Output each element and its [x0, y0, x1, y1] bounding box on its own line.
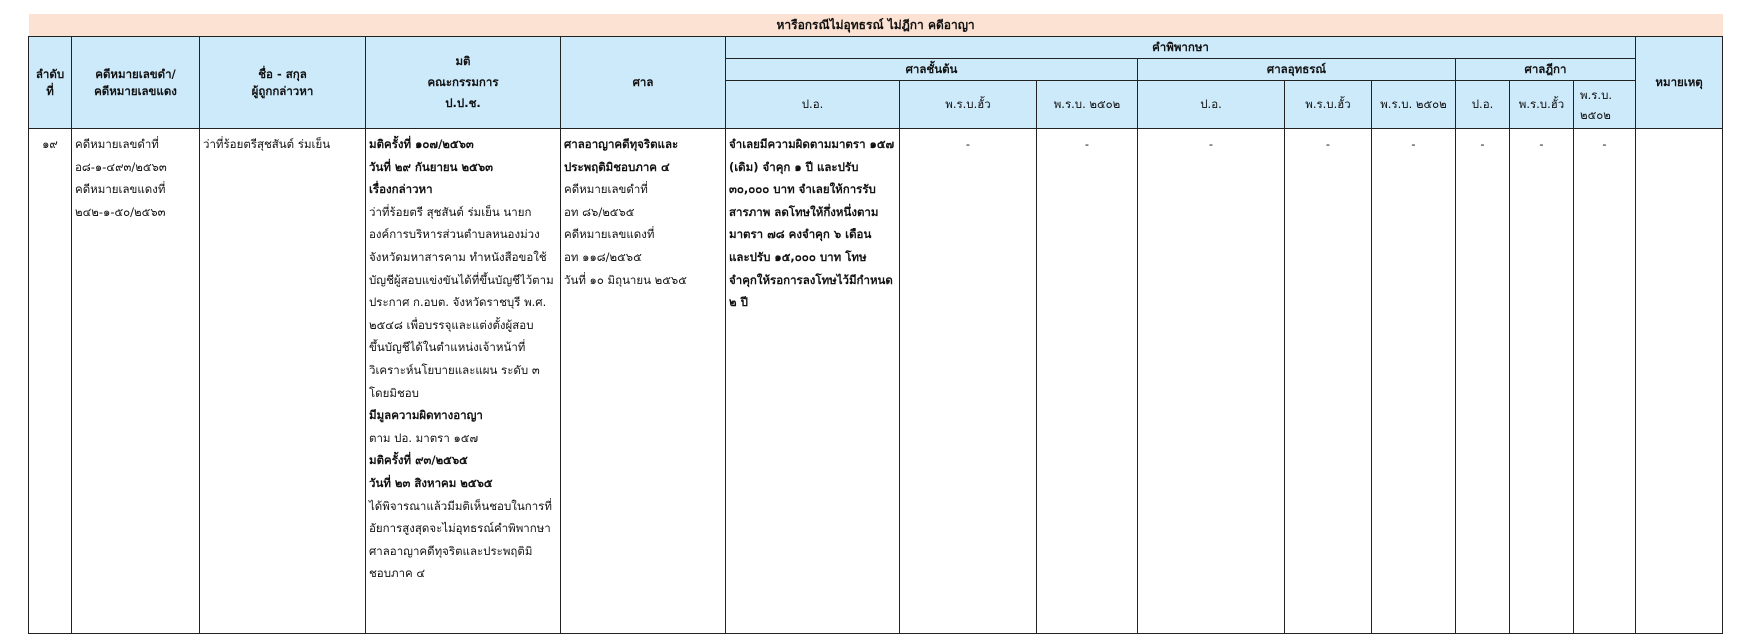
- court-line: ประพฤติมิชอบภาค ๔: [564, 159, 670, 174]
- header-remarks: หมายเหตุ: [1636, 37, 1723, 129]
- header-name: [200, 37, 366, 129]
- resolution-line: วิเคราะห์นโยบายและแผน ระดับ ๓: [369, 362, 540, 377]
- judgment-line: มาตรา ๗๘ คงจำคุก ๖ เดือน: [729, 227, 872, 242]
- header-first-instance: ศาลชั้นต้น: [726, 59, 1138, 81]
- resolution-line: เรื่องกล่าวหา: [369, 182, 433, 197]
- table-title: หารือกรณีไม่อุทธรณ์ ไม่ฎีกา คดีอาญา: [29, 14, 1723, 37]
- resolution-line: มติครั้งที่ ๑๐๗/๒๕๖๓: [369, 137, 474, 151]
- header-first-act-org: พ.ร.บ.ฮั้ว: [900, 81, 1037, 129]
- cell-supreme-act-2502: -: [1574, 129, 1636, 634]
- resolution-line: ได้พิจารณาแล้วมีมติเห็นชอบในการที่: [369, 498, 552, 513]
- cell-appeal-act-org: -: [1285, 129, 1372, 634]
- header-appeal-act-2502: พ.ร.บ. ๒๕๐๒: [1372, 81, 1456, 129]
- resolution-line: จังหวัดมหาสารคาม ทำหนังสือขอใช้: [369, 249, 547, 264]
- cell-case-numbers: [72, 129, 200, 634]
- judgment-line: ๒ ปี: [729, 295, 748, 310]
- court-line: อท ๘๖/๒๕๖๕: [564, 204, 635, 219]
- case-line: อ๘-๑-๔๙๓/๒๕๖๓: [75, 159, 167, 174]
- court-line: วันที่ ๑๐ มิถุนายน ๒๕๖๕: [564, 272, 687, 287]
- cell-first-instance-act-org: -: [900, 129, 1037, 634]
- header-no-line1: ลำดับ: [35, 66, 65, 81]
- judgment-line: ๓๐,๐๐๐ บาท จำเลยให้การรับ: [729, 182, 876, 197]
- resolution-line: ๒๕๔๘ เพื่อบรรจุและแต่งตั้งผู้สอบ: [369, 317, 534, 332]
- cell-appeal-criminal: -: [1138, 129, 1285, 634]
- resolution-line: มีมูลความผิดทางอาญา: [369, 408, 483, 423]
- header-supreme-act-2502-line2: ๒๕๐๒: [1580, 107, 1611, 122]
- header-resolution-line2: คณะกรรมการ: [427, 75, 499, 89]
- header-appeal-criminal-code: ป.อ.: [1138, 81, 1285, 129]
- header-case-line2: คดีหมายเลขแดง: [94, 83, 177, 98]
- resolution-line: ประกาศ ก.อบต. จังหวัดราชบุรี พ.ศ.: [369, 295, 547, 310]
- header-case: [72, 37, 200, 129]
- judgment-line: (เดิม) จำคุก ๑ ปี และปรับ: [729, 159, 859, 174]
- table-row: [29, 129, 1723, 634]
- court-line: คดีหมายเลขแดงที่: [564, 227, 655, 242]
- header-appeal: ศาลอุทธรณ์: [1138, 59, 1456, 81]
- case-table: [28, 14, 1723, 634]
- header-resolution-line1: มติ: [455, 54, 471, 68]
- resolution-line: บัญชีผู้สอบแข่งขันได้ที่ขึ้นบัญชีไว้ตาม: [369, 272, 554, 287]
- court-line: อท ๑๑๘/๒๕๖๕: [564, 249, 642, 264]
- header-no-line2: ที่: [46, 83, 54, 98]
- resolution-line: ศาลอาญาคดีทุจริตและประพฤติมิ: [369, 543, 533, 558]
- cell-resolution: [366, 129, 561, 634]
- cell-remarks: [1636, 129, 1723, 634]
- header-judgment: คำพิพากษา: [726, 37, 1636, 59]
- header-first-criminal-code: ป.อ.: [726, 81, 900, 129]
- header-resolution-line3: ป.ป.ช.: [445, 96, 481, 110]
- cell-appeal-act-2502: -: [1372, 129, 1456, 634]
- header-name-line1: ชื่อ - สกุล: [258, 66, 307, 81]
- resolution-line: ตาม ปอ. มาตรา ๑๕๗: [369, 430, 479, 445]
- resolution-line: องค์การบริหารส่วนตำบลหนองม่วง: [369, 227, 540, 242]
- case-line: ๒๔๒-๑-๕๐/๒๕๖๓: [75, 204, 166, 219]
- cell-court: [561, 129, 726, 634]
- header-supreme-criminal-code: ป.อ.: [1456, 81, 1510, 129]
- cell-supreme-criminal: -: [1456, 129, 1510, 634]
- resolution-line: อัยการสูงสุดจะไม่อุทธรณ์คำพิพากษา: [369, 521, 551, 536]
- resolution-line: วันที่ ๒๙ กันยายน ๒๕๖๓: [369, 159, 493, 174]
- judgment-line: จำเลยมีความผิดตามมาตรา ๑๕๗: [729, 137, 895, 151]
- header-appeal-act-org: พ.ร.บ.ฮั้ว: [1285, 81, 1372, 129]
- cell-accused-name: ว่าที่ร้อยตรีสุชสันต์ ร่มเย็น: [200, 129, 366, 634]
- cell-first-instance-act-2502: -: [1037, 129, 1138, 634]
- header-first-act-2502: พ.ร.บ. ๒๕๐๒: [1037, 81, 1138, 129]
- case-line: คดีหมายเลขดำที่: [75, 137, 159, 151]
- resolution-line: ชอบภาค ๔: [369, 566, 426, 581]
- resolution-line: ขึ้นบัญชีได้ในตำแหน่งเจ้าหน้าที่: [369, 340, 526, 355]
- judgment-line: จำคุกให้รอการลงโทษไว้มีกำหนด: [729, 272, 893, 287]
- header-court: ศาล: [561, 37, 726, 129]
- cell-supreme-act-org: -: [1510, 129, 1574, 634]
- header-supreme-act-org: พ.ร.บ.ฮั้ว: [1510, 81, 1574, 129]
- header-name-line2: ผู้ถูกกล่าวหา: [251, 83, 314, 98]
- header-supreme-act-2502: [1574, 81, 1636, 129]
- court-line: คดีหมายเลขดำที่: [564, 182, 648, 197]
- header-resolution: [366, 37, 561, 129]
- resolution-line: โดยมิชอบ: [369, 385, 419, 400]
- judgment-line: และปรับ ๑๕,๐๐๐ บาท โทษ: [729, 249, 867, 264]
- resolution-line: มติครั้งที่ ๙๓/๒๕๖๕: [369, 453, 468, 468]
- case-line: คดีหมายเลขแดงที่: [75, 182, 166, 197]
- judgment-line: สารภาพ ลดโทษให้กึ่งหนึ่งตาม: [729, 204, 879, 219]
- cell-first-instance-criminal: [726, 129, 900, 634]
- header-case-line1: คดีหมายเลขดำ/: [95, 66, 176, 81]
- court-line: ศาลอาญาคดีทุจริตและ: [564, 137, 679, 151]
- cell-no: ๑๙: [29, 129, 72, 634]
- header-supreme-act-2502-line1: พ.ร.บ.: [1580, 87, 1613, 102]
- header-supreme: ศาลฎีกา: [1456, 59, 1636, 81]
- document: [28, 14, 1722, 634]
- header-no: [29, 37, 72, 129]
- resolution-line: วันที่ ๒๓ สิงหาคม ๒๕๖๕: [369, 475, 493, 490]
- resolution-line: ว่าที่ร้อยตรี สุชสันต์ ร่มเย็น นายก: [369, 204, 532, 219]
